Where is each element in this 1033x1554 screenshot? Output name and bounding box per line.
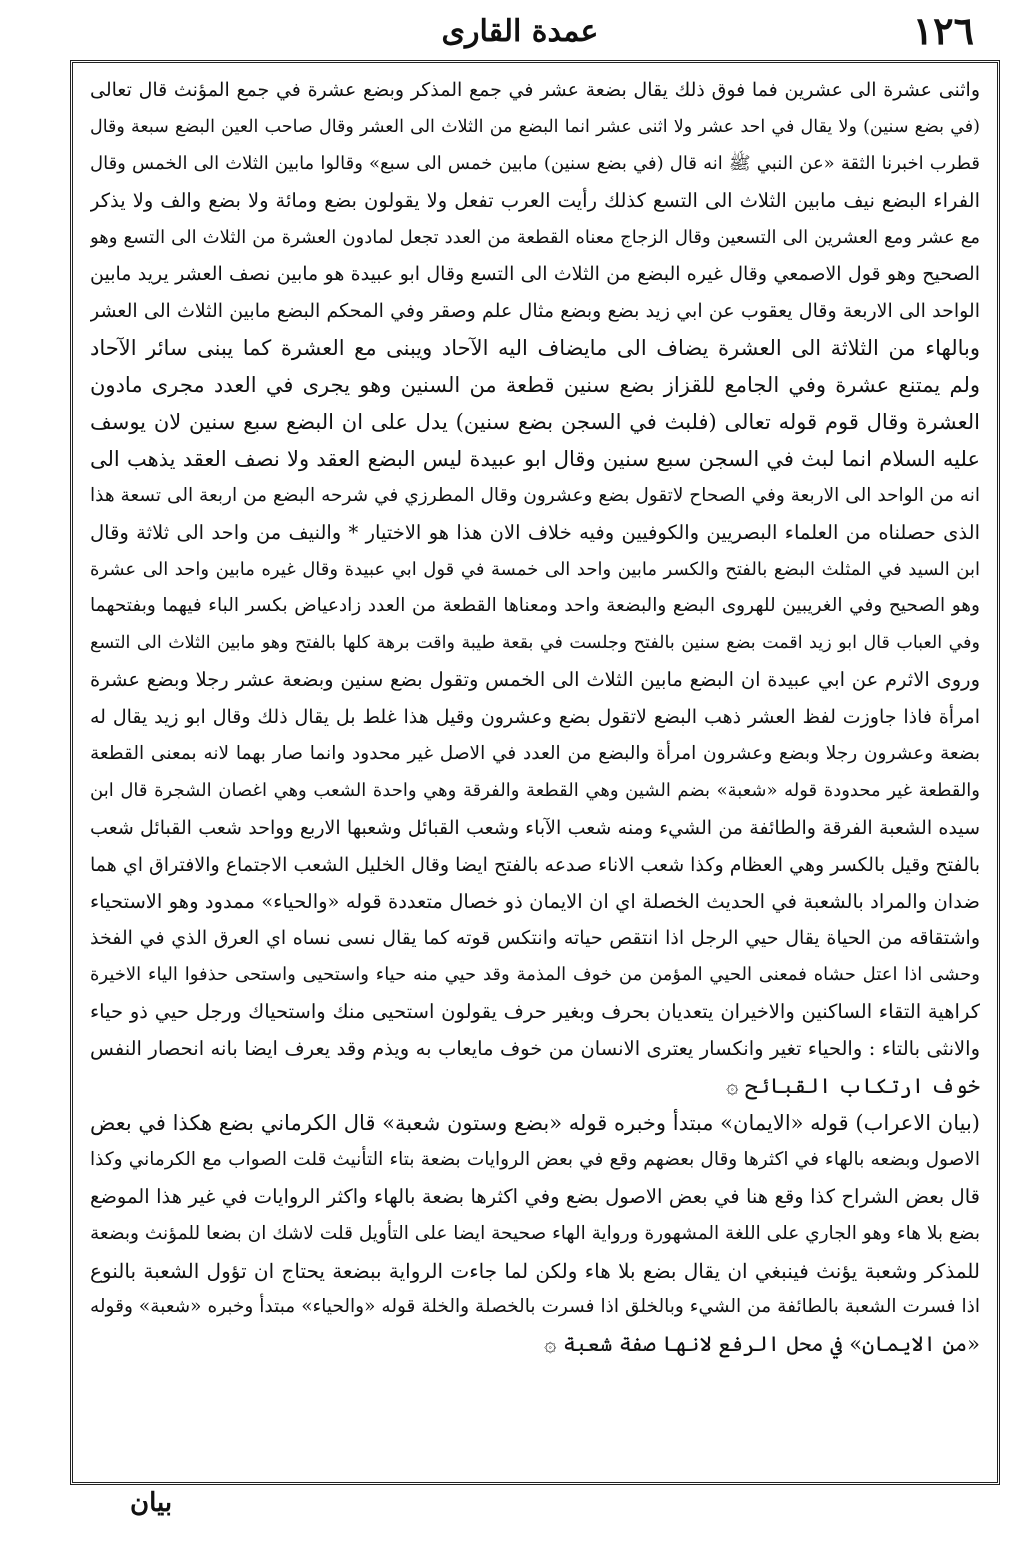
text-line: الاصول وبضعه بالهاء في اكثرها وقال بعضهم وقع في بعض الروايات بضعة بتاء التأنيث قلت الصواب مع الكرماني وكذا xyxy=(90,1148,980,1170)
text-line: (في بضع سنين) ولا يقال في احد عشر ولا اثنى عشر انما البضع من الثلاث الى العشر وقال صاحب العين البضع سبعة وقال xyxy=(90,116,980,137)
text-line: وحشى اذا اعتل حشاه فمعنى الحيي المؤمن من خوف المذمة وقد حيي منه حياء واستحيى واستحى حذفوا الياء الاخيرة xyxy=(90,964,980,986)
text-line: قطرب اخبرنا الثقة «عن النبي ﷺ انه قال (في بضع سنين) مابين خمس الى سبع» وقالوا مابين الثلاث الى الخمس وقال xyxy=(90,152,980,174)
text-line: وروى الاثرم عن ابي عبيدة ان البضع مابين الثلاث الى الخمس وتقول بضع سنين وبضعة عشر رجلا وبضع عشرة xyxy=(90,668,980,692)
text-line: الصحيح وهو قول الاصمعي وقال غيره البضع من الثلاث الى التسع وقال ابو عبيدة هو مابين نصف العشر يريد مابين xyxy=(90,263,980,286)
text-line: كراهية التقاء الساكنين والاخيران يتعديان بحرف وبغير حرف يقولون استحيى منك واستحياك ورجل حيي ذو حياء xyxy=(90,1000,980,1024)
text-line: واثنى عشرة الى عشرين فما فوق ذلك يقال بضعة عشر في جمع المذكر وبضع عشرة في جمع المؤنث قال تعالى xyxy=(90,79,980,101)
text-line: العشرة وقال قوم قوله تعالى (فلبث في السجن بضع سنين) يدل على ان البضع سبع سنين لان يوسف xyxy=(90,410,980,435)
text-line: الواحد الى الاربعة وقال يعقوب عن ابي زيد بضع وبضع مثال علم وصقر وفي المحكم البضع مابين الثلاث الى العشر xyxy=(90,300,980,323)
text-line: وفي العباب قال ابو زيد اقمت بضع سنين بالفتح وجلست في بقعة طيبة واقت برهة كلها بالفتح وهو مابين الثلاث الى التسع xyxy=(90,633,980,654)
page-number: ١٢٦ xyxy=(912,8,974,53)
text-line: اذا فسرت الشعبة بالطائفة من الشيء وبالخلق اذا فسرت بالخصلة والخلة قوله «والحياء» مبتدأ وخبره «شعبة» وقوله xyxy=(90,1296,980,1318)
text-line: ولم يمتنع عشرة وفي الجامع للقزاز بضع سنين قطعة من السنين وهو يجرى في العدد مجرى مادون xyxy=(90,373,980,398)
text-line: للمذكر وشعبة يؤنث فينبغي ان يقال بضع بلا هاء ولكن لما جاءت الرواية ببضعة يحتاج ان تؤول الشعبة بالنوع xyxy=(90,1258,980,1283)
text-line: الفراء البضع نيف مابين الثلاث الى التسع كذلك رأيت العرب تفعل ولا يقولون بضع ومائة ولا بضع والف ولا يذكر xyxy=(90,188,980,212)
text-line: سيده الشعبة الفرقة والطائفة من الشيء ومنه شعب الآباء وشعب القبائل وشعبها الاربع وواحد شعب القبائل شعب xyxy=(90,816,980,839)
running-title: عمدة القارى xyxy=(441,14,599,49)
text-line: مع عشر ومع العشرين الى التسعين وقال الزجاج معناه القطعة من العدد تجعل لمادون العشرة من الثلاث الى التسع وهو xyxy=(90,226,980,248)
text-line: خوف ارتكاب القبائح ۞ xyxy=(726,1074,980,1099)
text-line: عليه السلام انما لبث في السجن سبع سنين وقال ابو عبيدة ليس البضع العقد ولا نصف العقد يذهب الى xyxy=(90,446,980,471)
text-line: (بيان الاعراب) قوله «الايمان» مبتدأ وخبره قوله «بضع وستون شعبة» قال الكرماني بضع هكذا في بعض xyxy=(90,1110,980,1135)
text-line: وبالهاء من الثلاثة الى العشرة يضاف الى مايضاف اليه الآحاد ويبنى مع العشرة كما يبنى سائر الآحاد xyxy=(90,336,980,361)
catchword: بيان xyxy=(130,1488,173,1518)
text-line: بالفتح وقيل بالكسر وهي العظام وكذا شعب الاناء صدعه بالفتح ايضا وقال الخليل الشعب الاجتماع والافتراق اي هما xyxy=(90,853,980,876)
text-line: «من الايمان» في محل الرفع لانها صفة شعبة ۞ xyxy=(544,1332,980,1357)
text-line: بضعة وعشرون رجلا وبضع وعشرون امرأة والبضع من العدد في الاصل غير محدود وانما صار بهما لانه بمعنى القطعة xyxy=(90,743,980,765)
text-line: واشتقاقه من الحياة يقال حيي الرجل اذا انتقص حياته وانتكس قوته كما يقال نسى نساه اي العرق الذي في الفخذ xyxy=(90,927,980,950)
text-line: الذى حصلناه من العلماء البصريين والكوفيين وفيه خلاف الان هذا هو الاختيار * والنيف من واحد الى ثلاثة وقال xyxy=(90,520,980,544)
text-line: ابن السيد في المثلث البضع بالفتح والكسر مابين واحد الى خمسة في قول ابي عبيدة وقال غيره مابين واحد الى عشرة xyxy=(90,558,980,580)
text-line: والقطعة غير محدودة قوله «شعبة» بضم الشين وهي القطعة والفرقة وهي واحدة الشعب وهي اغصان الشجرة قال ابن xyxy=(90,779,980,801)
text-line: وهو الصحيح وفي الغريبين للهروى البضع والبضعة واحد ومعناها القطعة من العدد زادعياض بكسر الباء فيهما وبفتحهما xyxy=(90,595,980,617)
body-text xyxy=(90,72,980,1363)
page-header xyxy=(60,6,980,56)
text-line: قال بعض الشراح كذا وقع هنا في بعض الاصول بضع وفي اكثرها بضعة بالهاء واكثر الروايات في غير هذا الموضع xyxy=(90,1184,980,1208)
text-line: انه من الواحد الى الاربعة وفي الصحاح لاتقول بضع وعشرون وقال المطرزي في شرحه البضع من اربعة الى تسعة هذا xyxy=(90,484,980,506)
text-line: ضدان والمراد بالشعبة في الحديث الخصلة اي ان الايمان ذو خصال متعددة قوله «والحياء» ممدود وهو الاستحياء xyxy=(90,889,980,913)
text-line: بضع بلا هاء وهو الجاري على اللغة المشهورة ورواية الهاء صحيحة ايضا على التأويل قلت لاشك ان بضعا للمؤنث وبضعة xyxy=(90,1222,980,1244)
text-line: امرأة فاذا جاوزت لفظ العشر ذهب البضع لاتقول بضع وعشرون وقيل هذا غلط بل يقال ذلك وقال ابو زيد يقال له xyxy=(90,706,980,729)
text-line: والانثى بالتاء : والحياء تغير وانكسار يعترى الانسان من خوف مايعاب به ويذم وقد يعرف ايضا بانه انحصار النفس xyxy=(90,1037,980,1061)
